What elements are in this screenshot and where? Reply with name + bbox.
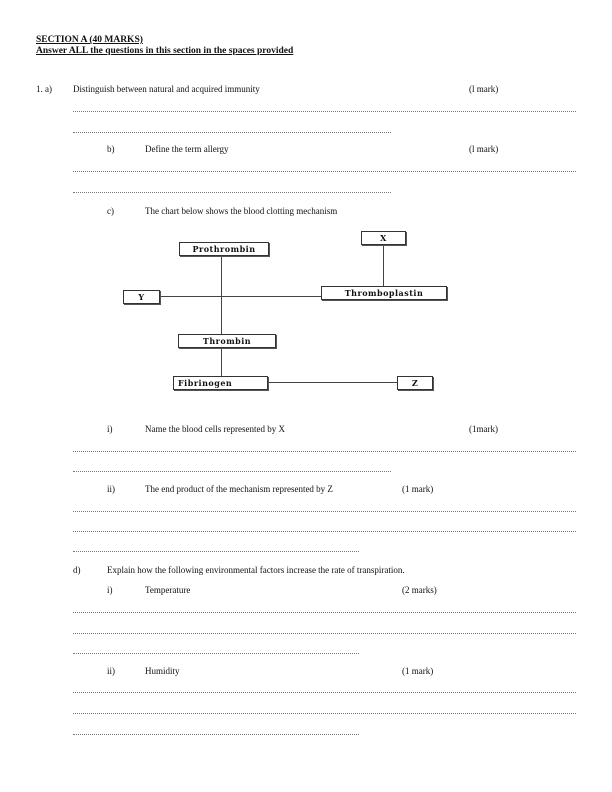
answer-line[interactable] — [73, 551, 359, 552]
question-cii-marks: (1 mark) — [402, 484, 434, 494]
answer-line[interactable] — [73, 471, 391, 472]
section-title: SECTION A (40 MARKS) — [36, 35, 143, 45]
answer-line[interactable] — [73, 511, 576, 512]
answer-line[interactable] — [73, 111, 576, 112]
question-dii-label: ii) — [107, 666, 115, 676]
answer-line[interactable] — [73, 171, 576, 172]
question-cii-text: The end product of the mechanism represented by Z — [145, 484, 333, 494]
question-ci-marks: (1mark) — [469, 424, 498, 434]
fibrinogen-box: Fibrinogen — [173, 376, 268, 390]
question-b-label: b) — [107, 144, 115, 154]
connector-line — [383, 245, 384, 286]
connector-line — [250, 382, 397, 383]
question-ci-text: Name the blood cells represented by X — [145, 424, 285, 434]
question-d-label: d) — [73, 565, 81, 575]
thrombin-box: Thrombin — [178, 334, 276, 348]
question-a-marks: (l mark) — [469, 84, 499, 94]
question-di-text: Temperature — [145, 585, 191, 595]
answer-line[interactable] — [73, 653, 359, 654]
question-number: 1. a) — [36, 84, 52, 94]
question-c-label: c) — [107, 206, 114, 216]
z-box: Z — [397, 376, 433, 390]
question-di-label: i) — [107, 585, 113, 595]
prothrombin-box: Prothrombin — [179, 242, 269, 256]
question-dii-text: Humidity — [145, 666, 180, 676]
connector-line — [221, 256, 222, 334]
thromboplastin-box: Thromboplastin — [321, 286, 447, 300]
y-box: Y — [123, 290, 160, 304]
answer-line[interactable] — [73, 734, 359, 735]
question-cii-label: ii) — [107, 484, 115, 494]
question-d-text: Explain how the following environmental factors increase the rate of transpiration. — [107, 565, 405, 575]
question-c-text: The chart below shows the blood clotting mechanism — [145, 206, 338, 216]
question-ci-label: i) — [107, 424, 113, 434]
answer-line[interactable] — [73, 132, 391, 133]
question-a-text: Distinguish between natural and acquired immunity — [73, 84, 260, 94]
question-b-text: Define the term allergy — [145, 144, 229, 154]
connector-line — [158, 296, 321, 297]
answer-line[interactable] — [73, 451, 576, 452]
answer-line[interactable] — [73, 612, 576, 613]
question-b-marks: (l mark) — [469, 144, 499, 154]
answer-line[interactable] — [73, 713, 576, 714]
x-box: X — [361, 231, 406, 245]
question-di-marks: (2 marks) — [402, 585, 437, 595]
instructions: Answer ALL the questions in this section in the spaces provided — [36, 46, 294, 56]
answer-line[interactable] — [73, 192, 391, 193]
question-dii-marks: (1 mark) — [402, 666, 434, 676]
connector-line — [221, 347, 222, 376]
answer-line[interactable] — [73, 633, 576, 634]
answer-line[interactable] — [73, 692, 576, 693]
answer-line[interactable] — [73, 531, 576, 532]
